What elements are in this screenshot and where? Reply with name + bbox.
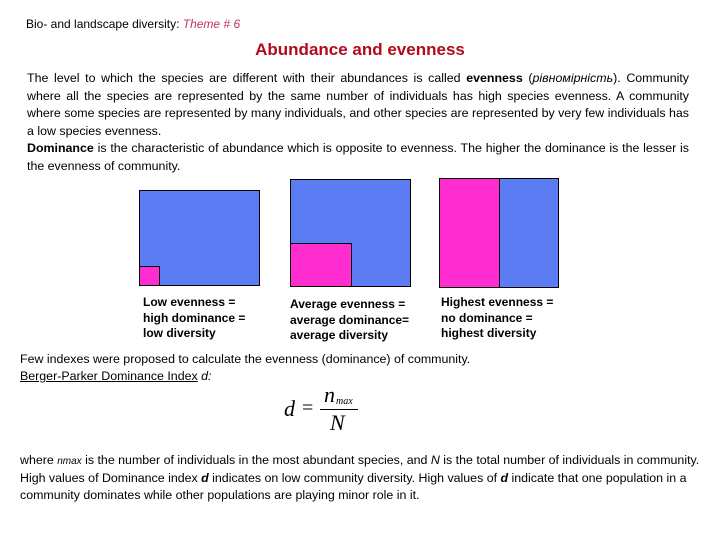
caption-line: average dominance= xyxy=(290,312,410,327)
intro-paren: ( xyxy=(522,71,533,85)
explanation-text: is the total number of individuals in community. xyxy=(439,453,700,467)
formula-denominator: N xyxy=(330,410,345,435)
index-symbol: d: xyxy=(197,369,212,383)
caption-line: average diversity xyxy=(290,328,389,342)
caption-highest-evenness xyxy=(441,295,553,342)
formula-equals: = xyxy=(302,397,314,419)
slide-header xyxy=(26,17,240,31)
nmax-symbol: nmax xyxy=(57,456,82,467)
N-symbol: N xyxy=(430,453,440,467)
caption-line: high dominance = xyxy=(143,310,246,325)
explanation-text: indicate that one population in a community dominates while other populations are playing minor role in it. xyxy=(20,471,687,502)
theme-number: Theme # 6 xyxy=(182,17,241,31)
intro-text-3: is the characteristic of abundance which is opposite to evenness. The higher the dominance is the lesser is the evenness of community. xyxy=(27,141,689,173)
caption-line: Average evenness = xyxy=(290,297,406,311)
caption-line: Highest evenness = xyxy=(441,295,554,309)
berger-parker-formula xyxy=(280,384,370,440)
term-evenness: evenness xyxy=(466,71,523,85)
dominant-species-square xyxy=(140,266,160,285)
indexes-intro: Few indexes were proposed to calculate the evenness (dominance) of community. xyxy=(20,352,471,366)
formula-numerator: n xyxy=(324,382,335,407)
course-name: Bio- and landscape diversity: xyxy=(26,17,183,31)
caption-average-evenness xyxy=(290,297,409,344)
diagram-average-evenness xyxy=(290,179,411,287)
diagram-low-evenness xyxy=(139,190,260,286)
intro-text-2: ). Community where all the species are represented by the same number of individuals has high species evenness. A community where some species are represented by many individuals, and other species are represented by very few individuals has a low species evenness. xyxy=(27,71,689,138)
species-half-magenta xyxy=(440,179,500,287)
formula-subscript: max xyxy=(336,396,353,407)
indexes-paragraph xyxy=(20,351,700,385)
caption-line: no dominance = xyxy=(441,310,533,325)
caption-low-evenness xyxy=(143,295,245,342)
explanation-paragraph xyxy=(20,452,700,504)
dominant-species-square xyxy=(291,243,352,286)
intro-paragraph xyxy=(27,70,689,176)
explanation-text: High values of Dominance index xyxy=(20,471,202,485)
explanation-text: where xyxy=(20,453,58,467)
diagram-highest-evenness xyxy=(439,178,559,288)
explanation-text: is the number of individuals in the most abundant species, and xyxy=(81,453,431,467)
caption-line: Low evenness = xyxy=(143,295,236,309)
formula-d: d xyxy=(284,396,295,421)
d-symbol: d xyxy=(201,471,209,485)
d-symbol: d xyxy=(500,471,509,485)
intro-text-1: The level to which the species are different with their abundances is called xyxy=(27,71,467,85)
term-dominance: Dominance xyxy=(27,141,94,156)
page-title: Abundance and evenness xyxy=(255,40,465,59)
caption-line: low diversity xyxy=(143,326,216,340)
index-name: Berger-Parker Dominance Index xyxy=(20,369,198,383)
ukrainian-term: рівномірність xyxy=(532,71,614,85)
explanation-text: indicates on low community diversity. High values of xyxy=(208,471,501,485)
caption-line: highest diversity xyxy=(441,326,537,340)
